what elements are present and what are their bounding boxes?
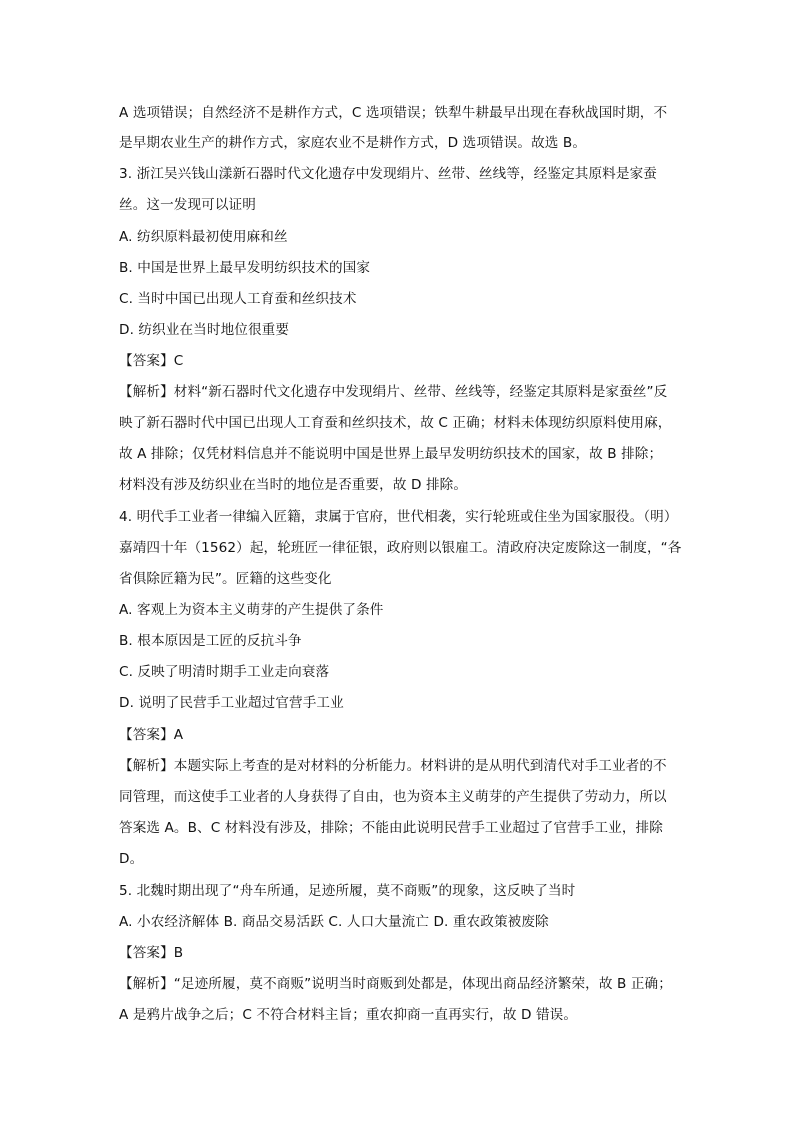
q4-stem-line-3: 省俱除匠籍为民”。匠籍的这些变化 xyxy=(119,571,332,587)
q4-answer: 【答案】A xyxy=(119,727,184,743)
q4-analysis-line-2: 同管理，而这使手工业者的人身获得了自由，也为资本主义萌芽的产生提供了劳动力，所以 xyxy=(119,789,667,805)
q3-option-d: D. 纺织业在当时地位很重要 xyxy=(119,322,290,338)
q3-analysis-line-3: 故 A 排除；仅凭材料信息并不能说明中国是世界上最早发明纺织技术的国家，故 B 排除； xyxy=(119,446,663,462)
q3-analysis-line-2: 映了新石器时代中国已出现人工育蚕和丝织技术，故 C 正确；材料未体现纺织原料使用麻， xyxy=(119,415,672,431)
q3-stem-line-1: 3. 浙江吴兴钱山漾新石器时代文化遗存中发现绢片、丝带、丝线等，经鉴定其原料是家蚕 xyxy=(119,166,657,182)
q5-analysis-line-1: 【解析】“足迹所履，莫不商贩”说明当时商贩到处都是，体现出商品经济繁荣，故 B 正确； xyxy=(119,976,672,992)
q4-analysis-line-3: 答案选 A。B、C 材料没有涉及，排除；不能由此说明民营手工业超过了官营手工业，排除 xyxy=(119,820,663,836)
q5-options: A. 小农经济解体 B. 商品交易活跃 C. 人口大量流亡 D. 重农政策被废除 xyxy=(119,914,549,930)
q3-stem-line-2: 丝。这一发现可以证明 xyxy=(119,197,256,213)
q4-analysis-line-4: D。 xyxy=(119,851,144,867)
q4-analysis-line-1: 【解析】本题实际上考查的是对材料的分析能力。材料讲的是从明代到清代对手工业者的不 xyxy=(119,758,667,774)
q5-stem: 5. 北魏时期出现了“舟车所通，足迹所履，莫不商贩”的现象，这反映了当时 xyxy=(119,883,576,899)
q3-analysis-line-4: 材料没有涉及纺织业在当时的地位是否重要，故 D 排除。 xyxy=(119,477,468,493)
q3-option-b: B. 中国是世界上最早发明纺织技术的国家 xyxy=(119,260,371,276)
q4-option-b: B. 根本原因是工匠的反抗斗争 xyxy=(119,633,302,649)
q3-answer: 【答案】C xyxy=(119,353,184,369)
q2-analysis-line-1: A 选项错误；自然经济不是耕作方式，C 选项错误；铁犁牛耕最早出现在春秋战国时期，不 xyxy=(119,105,668,121)
q4-option-d: D. 说明了民营手工业超过官营手工业 xyxy=(119,695,344,711)
q4-stem-line-1: 4. 明代手工业者一律编入匠籍，隶属于官府，世代相袭，实行轮班或住坐为国家服役。（明） xyxy=(119,509,678,525)
q4-option-a: A. 客观上为资本主义萌芽的产生提供了条件 xyxy=(119,602,384,618)
q4-stem-line-2: 嘉靖四十年（1562）起，轮班匠一律征银，政府则以银雇工。清政府决定废除这一制度，“各 xyxy=(119,540,682,556)
q2-analysis-line-2: 是早期农业生产的耕作方式，家庭农业不是耕作方式，D 选项错误。故选 B。 xyxy=(119,135,587,151)
q5-answer: 【答案】B xyxy=(119,945,184,961)
q3-option-a: A. 纺织原料最初使用麻和丝 xyxy=(119,229,288,245)
q5-analysis-line-2: A 是鸦片战争之后；C 不符合材料主旨；重农抑商一直再实行，故 D 错误。 xyxy=(119,1007,578,1023)
q3-option-c: C. 当时中国已出现人工育蚕和丝织技术 xyxy=(119,291,357,307)
q4-option-c: C. 反映了明清时期手工业走向衰落 xyxy=(119,664,330,680)
q3-analysis-line-1: 【解析】材料“新石器时代文化遗存中发现绢片、丝带、丝线等，经鉴定其原料是家蚕丝”反 xyxy=(119,384,668,400)
